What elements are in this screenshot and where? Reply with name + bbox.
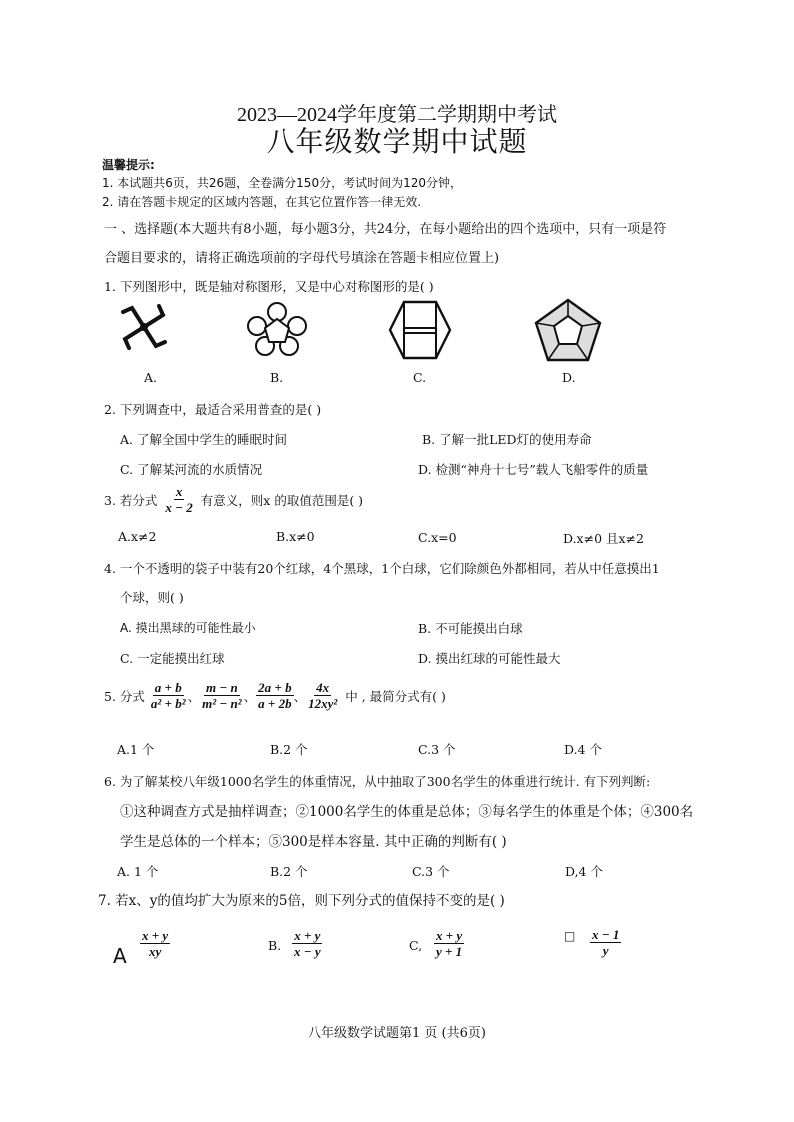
q5-sep-3: 、 — [293, 688, 307, 704]
q3-pre: 3. 若分式 — [104, 492, 158, 508]
q4-opt-b: B. 不可能摸出白球 — [418, 621, 523, 636]
q7-label-d: □ — [564, 929, 576, 943]
q3-opt-d: D.x≠0 且x≠2 — [563, 531, 644, 546]
notice-heading: 温馨提示: — [102, 158, 155, 172]
q1-label-d: D. — [562, 370, 576, 385]
q5-sep-2: 、 — [243, 688, 257, 704]
exam-title: 2023—2024学年度第二学期期中考试 — [237, 104, 557, 126]
q7-fracc-den: y + 1 — [436, 944, 463, 959]
q5-frac2-den: m² − n² — [202, 696, 242, 711]
q5-frac4-den: 12xy² — [308, 696, 338, 711]
q6-opt-a: A. 1 个 — [117, 864, 159, 879]
q6-opt-b: B.2 个 — [270, 864, 308, 879]
q7-fracb-den: x − y — [294, 944, 321, 959]
notice-item-2: 2. 请在答题卡规定的区域内答题，在其它位置作答一律无效. — [102, 195, 422, 209]
q4-line1: 4. 一个不透明的袋子中装有20个红球，4个黑球，1个白球，它们除颜色外都相同，若从中任意摸出1 — [104, 561, 660, 576]
q2-opt-a: A. 了解全国中学生的睡眠时间 — [120, 432, 287, 447]
q7-frac-b — [292, 928, 323, 959]
q7-frac-c — [434, 928, 464, 959]
q5-frac3-den: a + 2b — [258, 696, 292, 711]
q5-fraction-1 — [149, 680, 188, 711]
q7-fraction-a — [140, 928, 170, 959]
q7-label-c: C, — [409, 938, 423, 953]
q7-fraca-den: xy — [148, 944, 162, 959]
q7-fracb-num: x + y — [294, 928, 321, 943]
q6-line1: 6. 为了解某校八年级1000名学生的体重情况，从中抽取了300名学生的体重进行统计. 有下列判断: — [104, 774, 651, 789]
pinwheel-icon — [118, 300, 170, 354]
q1-label-c: C. — [413, 370, 427, 385]
q5-fraction-3 — [256, 680, 293, 711]
q1-fig-d — [534, 298, 602, 362]
q7-fracc-num: x + y — [436, 928, 463, 943]
q2-opt-c: C. 了解某河流的水质情况 — [120, 462, 263, 477]
q5-opt-b: B.2 个 — [270, 742, 308, 757]
q5-fraction-2 — [200, 680, 244, 711]
q5-sep-1: 、 — [187, 688, 201, 704]
q6-line3: 学生是总体的一个样本；⑤300是样本容量. 其中正确的判断有( ) — [120, 834, 507, 850]
q1-label-a: A. — [144, 370, 158, 385]
q7-label-a: A — [113, 944, 127, 968]
q2-opt-b: B. 了解一批LED灯的使用寿命 — [422, 432, 592, 447]
q5-frac2-num: m − n — [206, 680, 238, 695]
pentagon-petals-icon — [245, 300, 309, 356]
q7-stem: 7. 若x、y的值均扩大为原来的5倍，则下列分式的值保持不变的是( ) — [98, 893, 505, 909]
q5-opt-c: C.3 个 — [418, 742, 456, 757]
q5-frac1-num: a + b — [154, 680, 182, 695]
q7-fracd-den: y — [602, 943, 609, 958]
q4-opt-d: D. 摸出红球的可能性最大 — [418, 651, 561, 666]
q4-line2: 个球，则( ) — [120, 590, 184, 605]
section1-line2: 合题目要求的，请将正确选项前的字母代号填涂在答题卡相应位置上) — [104, 251, 500, 266]
hexagon-band-icon — [388, 298, 452, 362]
q7-fraction-c — [434, 928, 464, 959]
nested-pentagon-icon — [534, 298, 602, 362]
q5-fraction-4 — [306, 680, 339, 711]
q3-post: 有意义，则x 的取值范围是( ) — [200, 492, 364, 508]
q3-opt-b: B.x≠0 — [276, 529, 315, 544]
q5-frac1-den: a² + b² — [150, 696, 186, 711]
q7-fraction-d — [590, 927, 621, 958]
q5-frac4-num: 4x — [316, 680, 330, 695]
q3-frac-den: x − 2 — [165, 500, 193, 515]
q2-opt-d: D. 检测“神舟十七号”载人飞船零件的质量 — [418, 462, 649, 477]
q5-frac3-num: 2a + b — [258, 680, 292, 695]
q7-fraca-num: x + y — [142, 928, 169, 943]
q3-opt-a: A.x≠2 — [118, 529, 157, 544]
q1-fig-b — [245, 300, 309, 356]
q5-stem — [104, 680, 446, 711]
q7-fraction-b — [292, 928, 323, 959]
q6-line2: ①这种调查方式是抽样调查；②1000名学生的体重是总体；③每名学生的体重是个体；④300名 — [120, 804, 694, 820]
q3-opt-c: C.x=0 — [418, 530, 457, 545]
q7-fracd-num: x − 1 — [592, 927, 620, 942]
page-footer: 八年级数学试题第1 页 (共6页) — [308, 1026, 486, 1041]
q6-opt-c: C.3 个 — [412, 864, 450, 879]
q1-fig-a — [118, 300, 170, 354]
q5-opt-a: A.1 个 — [117, 742, 155, 757]
q4-opt-a: A. 摸出黑球的可能性最小 — [120, 621, 256, 635]
q7-frac-d — [590, 927, 621, 958]
q5-pre: 5. 分式 — [104, 688, 145, 704]
q2-stem: 2. 下列调查中，最适合采用普查的是( ) — [104, 402, 322, 417]
q3-fraction — [163, 484, 194, 515]
q1-fig-c — [388, 298, 452, 362]
q5-opt-d: D.4 个 — [564, 742, 602, 757]
paper-title: 八年级数学期中试题 — [266, 127, 528, 158]
q4-opt-c: C. 一定能摸出红球 — [120, 651, 225, 666]
q7-frac-a — [140, 928, 170, 959]
q1-label-b: B. — [270, 370, 284, 385]
notice-item-1: 1. 本试题共6页，共26题，全卷满分150分，考试时间为120分钟， — [102, 176, 462, 190]
section1-line1: 一 、选择题(本大题共有8小题，每小题3分，共24分，在每小题给出的四个选项中，只有一项是符 — [104, 222, 667, 237]
q6-opt-d: D,4 个 — [565, 864, 603, 879]
q1-stem: 1. 下列图形中，既是轴对称图形，又是中心对称图形的是( ) — [104, 279, 434, 294]
q3-stem — [104, 484, 363, 515]
q3-frac-num: x — [175, 484, 183, 499]
q5-post: 中 , 最简分式有( ) — [345, 688, 446, 704]
q7-label-b: B. — [268, 938, 282, 953]
